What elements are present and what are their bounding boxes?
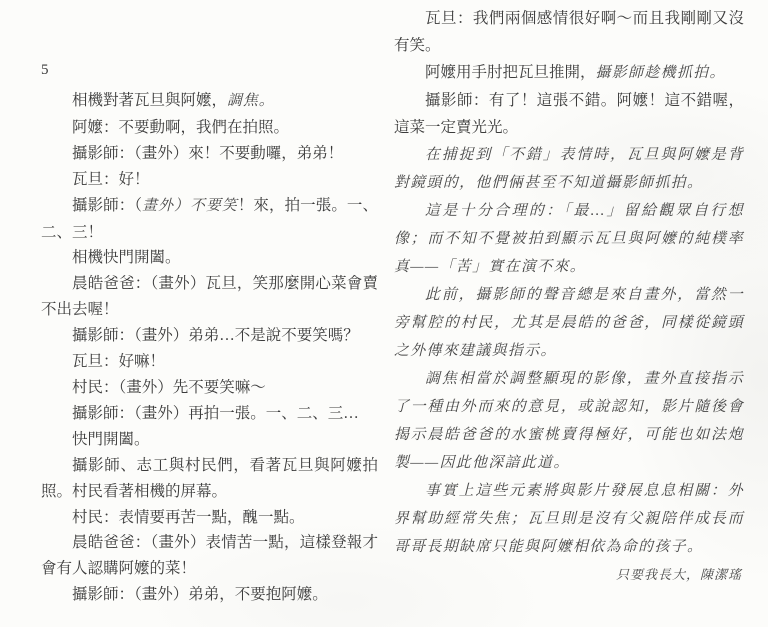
dialogue-text: 攝影師：有了！這張不錯。阿嬤！這不錯喔，這菜一定賣光光。 — [394, 92, 744, 136]
commentary-paragraph — [394, 197, 744, 281]
script-line — [41, 88, 378, 115]
script-line — [41, 245, 378, 271]
dialogue-text: 瓦旦：好嘛！ — [72, 353, 166, 371]
dialogue-text: 攝影師：（畫外）再拍一張。一、二、三… — [72, 404, 359, 422]
commentary-text: 在捕捉到「不錯」表情時，瓦旦與阿嬤是背對鏡頭的，他們倆甚至不知道攝影師抓拍。 — [394, 147, 744, 191]
commentary-text: 此前，攝影師的聲音總是來自畫外，當然一旁幫腔的村民，尤其是晨皓的爸爸，同樣從鏡頭之外傳來建議與指示。 — [394, 287, 744, 359]
script-line — [41, 582, 378, 608]
script-line — [41, 453, 378, 505]
stage-direction-text: 攝影師趁機抓拍。 — [595, 65, 726, 81]
dialogue-text: 村民：（畫外）先不要笑嘛～ — [72, 378, 266, 396]
script-line — [41, 349, 378, 375]
script-line — [41, 505, 378, 531]
stage-direction-text: 畫外）不要笑 — [142, 197, 238, 214]
commentary-text: 調焦相當於調整顯現的影像，畫外直接指示了一種由外而來的意見，或說認知，影片隨後會揭示晨皓爸爸的水蜜桃賣得極好，可能也如法炮製——因此他深諳此道。 — [394, 371, 744, 471]
script-line — [394, 87, 744, 141]
action-text: 快門開闔。 — [72, 430, 150, 448]
script-line — [41, 167, 378, 193]
dialogue-text: 晨皓爸爸：（畫外）瓦旦，笑那麼開心菜會賣不出去喔！ — [41, 275, 378, 319]
dialogue-text: 瓦旦：好！ — [72, 170, 150, 188]
action-text: 阿嬤用手肘把瓦旦推開， — [425, 64, 596, 81]
script-line — [41, 530, 378, 582]
script-line — [41, 193, 378, 246]
script-line — [41, 401, 378, 427]
dialogue-text: 阿嬤：不要動啊，我們在拍照。 — [72, 118, 290, 136]
action-text: 相機對著瓦旦與阿嬤， — [72, 92, 228, 109]
dialogue-text: 攝影師：（ — [72, 196, 143, 214]
dialogue-text: 晨皓爸爸：（畫外）表情苦一點，這樣登報才會有人認購阿嬤的菜！ — [41, 534, 378, 578]
dialogue-text: 攝影師：（畫外）弟弟…不是說不要笑嗎？ — [72, 327, 359, 345]
commentary-text: 事實上這些元素將與影片發展息息相關：外界幫助經常失焦；瓦旦則是沒有父親陪伴成長而哥哥長期缺席只能與阿嬤相依為命的孩子。 — [394, 483, 744, 555]
commentary-paragraph — [394, 365, 744, 477]
commentary-text: 這是十分合理的：「最…」留給觀眾自行想像；而不知不覺被拍到顯示瓦旦與阿嬤的純樸率真——「苦」實在演不來。 — [394, 203, 744, 275]
dialogue-text: 瓦旦：我們兩個感情很好啊～而且我剛剛又沒有笑。 — [394, 10, 744, 54]
dialogue-text: ！來，拍一張。一、二、三！ — [41, 196, 378, 241]
script-line — [41, 323, 378, 349]
commentary-paragraph — [394, 141, 744, 197]
dialogue-text: 攝影師：（畫外）弟弟，不要抱阿嬤。 — [72, 586, 328, 604]
commentary-paragraph — [394, 281, 744, 365]
dialogue-text: 村民：表情要再苦一點，醜一點。 — [72, 508, 305, 526]
page-number: 5 — [41, 62, 49, 78]
script-line — [41, 375, 378, 401]
commentary-paragraph — [394, 477, 744, 561]
dialogue-text: 攝影師：（畫外）來！不要動囉，弟弟！ — [72, 144, 344, 162]
action-text: 相機快門開闔。 — [72, 249, 181, 267]
script-line — [41, 271, 378, 323]
film-credit-signature: 只要我長大，陳潔瑤 — [615, 567, 742, 582]
script-line — [41, 427, 378, 453]
left-column-screenplay — [41, 88, 378, 608]
right-column-commentary — [394, 5, 744, 588]
stage-direction-text: 調焦。 — [227, 93, 275, 109]
script-line — [394, 59, 744, 87]
script-line — [41, 141, 378, 167]
script-line — [394, 5, 744, 59]
script-line — [41, 115, 378, 141]
action-text: 攝影師、志工與村民們，看著瓦旦與阿嬤拍照。村民看著相機的屏幕。 — [41, 456, 378, 500]
